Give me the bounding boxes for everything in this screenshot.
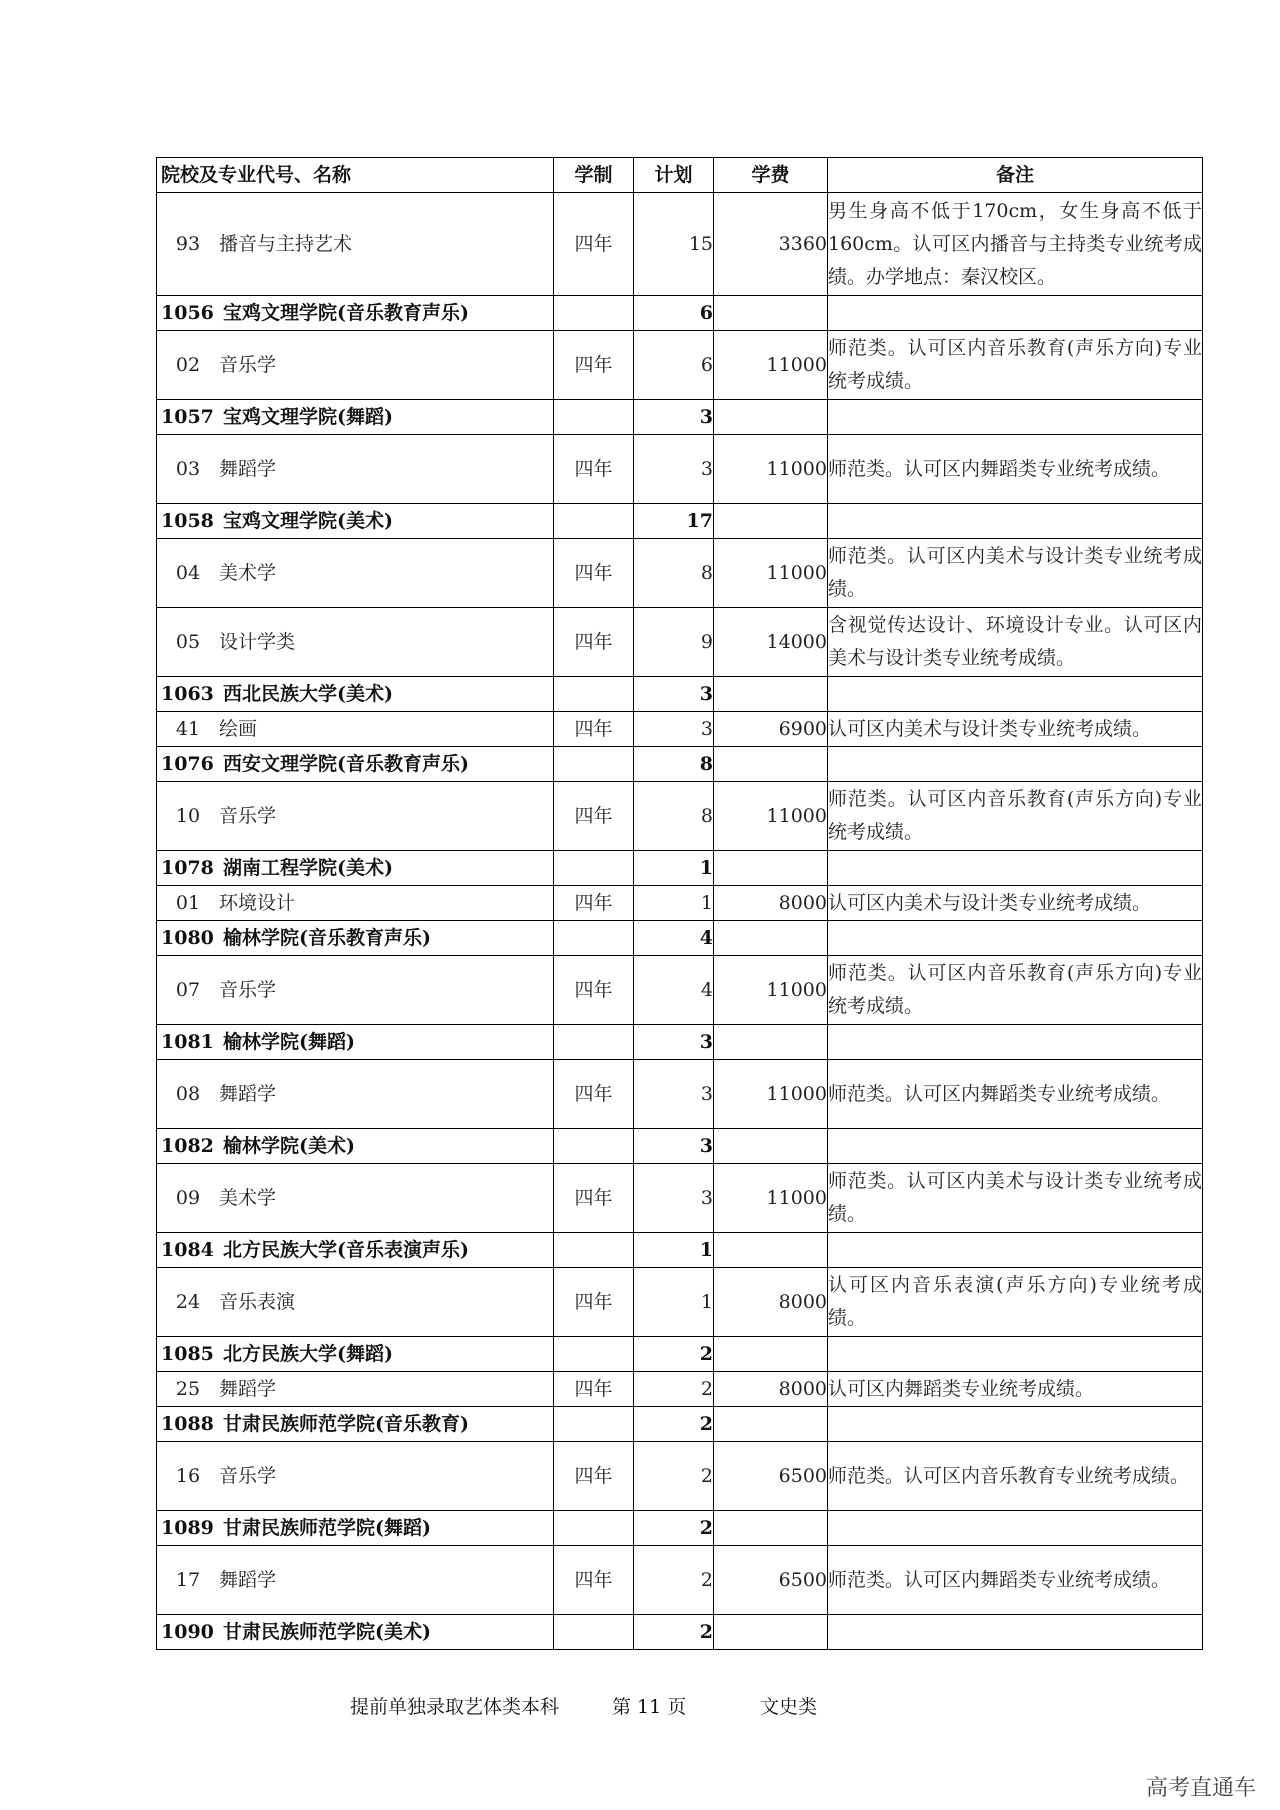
school-code: 1063 [161,682,214,705]
major-cell [157,1268,554,1337]
empty-cell [828,921,1203,956]
school-row [157,504,1203,539]
major-plan: 3 [634,1060,714,1129]
major-code: 04 [175,561,201,584]
header-note: 备注 [828,158,1203,193]
major-note: 师范类。认可区内舞蹈类专业统考成绩。 [828,435,1203,504]
major-fee: 11000 [714,539,828,608]
empty-cell [828,1337,1203,1372]
major-cell [157,1164,554,1233]
major-plan: 2 [634,1546,714,1615]
major-fee: 11000 [714,331,828,400]
school-row [157,921,1203,956]
school-cell [157,747,554,782]
major-note: 认可区内美术与设计类专业统考成绩。 [828,886,1203,921]
empty-cell [828,1511,1203,1546]
major-plan: 6 [634,331,714,400]
school-cell [157,400,554,435]
school-plan: 3 [634,1025,714,1060]
school-plan: 6 [634,296,714,331]
empty-cell [714,851,828,886]
major-row [157,1268,1203,1337]
empty-cell [714,677,828,712]
major-plan: 8 [634,539,714,608]
major-note: 师范类。认可区内美术与设计类专业统考成绩。 [828,539,1203,608]
major-note: 师范类。认可区内音乐教育(声乐方向)专业统考成绩。 [828,782,1203,851]
major-note: 师范类。认可区内音乐教育(声乐方向)专业统考成绩。 [828,331,1203,400]
major-code: 09 [175,1186,201,1209]
major-duration: 四年 [554,1442,634,1511]
empty-cell [554,1233,634,1268]
school-code: 1089 [161,1516,214,1539]
empty-cell [554,1129,634,1164]
major-duration: 四年 [554,782,634,851]
school-row [157,677,1203,712]
empty-cell [554,296,634,331]
major-note: 师范类。认可区内舞蹈类专业统考成绩。 [828,1546,1203,1615]
empty-cell [828,1615,1203,1650]
major-plan: 1 [634,886,714,921]
school-name: 宝鸡文理学院(舞蹈) [223,405,393,428]
school-code: 1056 [161,301,214,324]
major-name: 舞蹈学 [219,1568,277,1591]
major-row [157,193,1203,296]
school-code: 1058 [161,509,214,532]
major-fee: 11000 [714,782,828,851]
major-row [157,782,1203,851]
major-plan: 15 [634,193,714,296]
empty-cell [554,504,634,539]
major-plan: 3 [634,435,714,504]
empty-cell [828,851,1203,886]
major-duration: 四年 [554,1268,634,1337]
major-duration: 四年 [554,712,634,747]
school-plan: 3 [634,400,714,435]
empty-cell [714,747,828,782]
school-name: 榆林学院(美术) [223,1134,355,1157]
empty-cell [554,400,634,435]
school-code: 1085 [161,1342,214,1365]
school-cell [157,296,554,331]
empty-cell [714,1025,828,1060]
empty-cell [828,747,1203,782]
footer-category: 提前单独录取艺体类本科 [350,1696,560,1718]
empty-cell [828,504,1203,539]
watermark: 高考直通车 [1145,1776,1256,1801]
major-name: 音乐学 [219,1464,277,1487]
major-fee: 11000 [714,1060,828,1129]
table-header-row [157,158,1203,193]
empty-cell [714,400,828,435]
school-cell [157,677,554,712]
school-cell [157,1407,554,1442]
major-duration: 四年 [554,1060,634,1129]
empty-cell [714,921,828,956]
empty-cell [554,677,634,712]
school-cell [157,921,554,956]
major-name: 环境设计 [219,891,296,914]
major-code: 02 [175,353,201,376]
major-cell [157,608,554,677]
empty-cell [554,921,634,956]
major-cell [157,435,554,504]
major-plan: 8 [634,782,714,851]
empty-cell [714,1337,828,1372]
empty-cell [554,1337,634,1372]
school-name: 北方民族大学(舞蹈) [223,1342,393,1365]
header-name: 院校及专业代号、名称 [157,158,554,193]
major-duration: 四年 [554,331,634,400]
major-row [157,886,1203,921]
major-cell [157,712,554,747]
major-code: 17 [175,1568,201,1591]
major-note: 师范类。认可区内音乐教育(声乐方向)专业统考成绩。 [828,956,1203,1025]
empty-cell [714,1407,828,1442]
school-plan: 1 [634,1233,714,1268]
school-code: 1081 [161,1030,214,1053]
major-name: 设计学类 [219,630,296,653]
footer-subject: 文史类 [760,1696,818,1718]
major-cell [157,331,554,400]
major-code: 05 [175,630,201,653]
major-cell [157,1442,554,1511]
major-duration: 四年 [554,956,634,1025]
empty-cell [554,851,634,886]
school-plan: 4 [634,921,714,956]
school-name: 北方民族大学(音乐表演声乐) [223,1238,469,1261]
empty-cell [714,1511,828,1546]
school-cell [157,1129,554,1164]
empty-cell [828,677,1203,712]
major-fee: 6500 [714,1442,828,1511]
school-plan: 1 [634,851,714,886]
major-row [157,1442,1203,1511]
major-fee: 11000 [714,1164,828,1233]
school-cell [157,851,554,886]
major-fee: 11000 [714,435,828,504]
major-cell [157,1060,554,1129]
header-fee: 学费 [714,158,828,193]
major-plan: 4 [634,956,714,1025]
empty-cell [554,1025,634,1060]
school-name: 西安文理学院(音乐教育声乐) [223,752,469,775]
school-name: 甘肃民族师范学院(美术) [223,1620,431,1643]
major-code: 08 [175,1082,201,1105]
major-cell [157,539,554,608]
major-fee: 8000 [714,1268,828,1337]
school-code: 1057 [161,405,214,428]
empty-cell [828,1233,1203,1268]
major-code: 93 [175,232,201,255]
school-cell [157,1025,554,1060]
school-plan: 3 [634,677,714,712]
school-row [157,747,1203,782]
major-note: 师范类。认可区内舞蹈类专业统考成绩。 [828,1060,1203,1129]
school-row [157,1233,1203,1268]
school-row [157,1337,1203,1372]
school-code: 1080 [161,926,214,949]
major-fee: 6500 [714,1546,828,1615]
school-code: 1076 [161,752,214,775]
school-name: 西北民族大学(美术) [223,682,393,705]
major-name: 舞蹈学 [219,457,277,480]
footer-page-number: 第 11 页 [612,1696,687,1718]
major-fee: 6900 [714,712,828,747]
school-name: 甘肃民族师范学院(舞蹈) [223,1516,431,1539]
major-fee: 3360 [714,193,828,296]
major-plan: 2 [634,1442,714,1511]
major-plan: 9 [634,608,714,677]
school-row [157,1025,1203,1060]
empty-cell [714,504,828,539]
major-row [157,331,1203,400]
school-plan: 2 [634,1615,714,1650]
major-name: 舞蹈学 [219,1377,277,1400]
major-code: 07 [175,978,201,1001]
major-code: 01 [175,891,201,914]
school-row [157,851,1203,886]
major-code: 16 [175,1464,201,1487]
empty-cell [554,1511,634,1546]
major-duration: 四年 [554,1164,634,1233]
major-name: 音乐学 [219,978,277,1001]
empty-cell [714,1615,828,1650]
major-code: 41 [175,717,201,740]
school-plan: 3 [634,1129,714,1164]
major-duration: 四年 [554,435,634,504]
school-plan: 2 [634,1337,714,1372]
major-row [157,1164,1203,1233]
major-code: 25 [175,1377,201,1400]
school-row [157,1615,1203,1650]
empty-cell [828,1407,1203,1442]
school-code: 1082 [161,1134,214,1157]
school-plan: 2 [634,1511,714,1546]
school-name: 湖南工程学院(美术) [223,856,393,879]
major-cell [157,956,554,1025]
school-code: 1090 [161,1620,214,1643]
school-plan: 2 [634,1407,714,1442]
school-cell [157,1337,554,1372]
empty-cell [714,1233,828,1268]
major-name: 美术学 [219,1186,277,1209]
school-cell [157,504,554,539]
major-fee: 8000 [714,886,828,921]
empty-cell [828,1129,1203,1164]
major-row [157,1060,1203,1129]
major-note: 含视觉传达设计、环境设计专业。认可区内美术与设计类专业统考成绩。 [828,608,1203,677]
school-row [157,400,1203,435]
empty-cell [554,747,634,782]
major-cell [157,1546,554,1615]
school-cell [157,1511,554,1546]
major-fee: 11000 [714,956,828,1025]
school-name: 甘肃民族师范学院(音乐教育) [223,1412,469,1435]
major-plan: 3 [634,712,714,747]
major-fee: 8000 [714,1372,828,1407]
major-plan: 2 [634,1372,714,1407]
major-name: 播音与主持艺术 [219,232,353,255]
header-duration: 学制 [554,158,634,193]
major-duration: 四年 [554,608,634,677]
school-code: 1084 [161,1238,214,1261]
major-duration: 四年 [554,886,634,921]
school-row [157,1129,1203,1164]
major-name: 美术学 [219,561,277,584]
major-cell [157,886,554,921]
major-row [157,1546,1203,1615]
empty-cell [554,1615,634,1650]
school-name: 宝鸡文理学院(美术) [223,509,393,532]
empty-cell [714,296,828,331]
school-code: 1078 [161,856,214,879]
major-code: 03 [175,457,201,480]
major-row [157,956,1203,1025]
empty-cell [554,1407,634,1442]
empty-cell [828,1025,1203,1060]
empty-cell [714,1129,828,1164]
header-plan: 计划 [634,158,714,193]
major-name: 绘画 [219,717,258,740]
school-row [157,296,1203,331]
major-cell [157,782,554,851]
major-note: 男生身高不低于170cm，女生身高不低于160cm。认可区内播音与主持类专业统考成绩。办学地点：秦汉校区。 [828,193,1203,296]
major-duration: 四年 [554,539,634,608]
major-name: 音乐学 [219,804,277,827]
school-plan: 8 [634,747,714,782]
empty-cell [828,296,1203,331]
school-name: 榆林学院(音乐教育声乐) [223,926,431,949]
major-name: 音乐表演 [219,1290,296,1313]
school-cell [157,1615,554,1650]
major-duration: 四年 [554,1372,634,1407]
school-name: 宝鸡文理学院(音乐教育声乐) [223,301,469,324]
major-plan: 1 [634,1268,714,1337]
major-note: 认可区内音乐表演(声乐方向)专业统考成绩。 [828,1268,1203,1337]
table-body [157,193,1203,1650]
major-note: 师范类。认可区内美术与设计类专业统考成绩。 [828,1164,1203,1233]
school-row [157,1511,1203,1546]
major-cell [157,193,554,296]
major-note: 认可区内美术与设计类专业统考成绩。 [828,712,1203,747]
major-row [157,1372,1203,1407]
major-fee: 14000 [714,608,828,677]
major-code: 10 [175,804,201,827]
major-name: 舞蹈学 [219,1082,277,1105]
school-plan: 17 [634,504,714,539]
school-cell [157,1233,554,1268]
major-row [157,435,1203,504]
major-duration: 四年 [554,193,634,296]
major-name: 音乐学 [219,353,277,376]
major-row [157,539,1203,608]
major-cell [157,1372,554,1407]
page-footer [0,1692,1280,1722]
major-row [157,712,1203,747]
major-note: 认可区内舞蹈类专业统考成绩。 [828,1372,1203,1407]
major-code: 24 [175,1290,201,1313]
school-name: 榆林学院(舞蹈) [223,1030,355,1053]
school-row [157,1407,1203,1442]
admissions-table [156,157,1203,1650]
major-plan: 3 [634,1164,714,1233]
major-duration: 四年 [554,1546,634,1615]
major-row [157,608,1203,677]
empty-cell [828,400,1203,435]
school-code: 1088 [161,1412,214,1435]
major-note: 师范类。认可区内音乐教育专业统考成绩。 [828,1442,1203,1511]
